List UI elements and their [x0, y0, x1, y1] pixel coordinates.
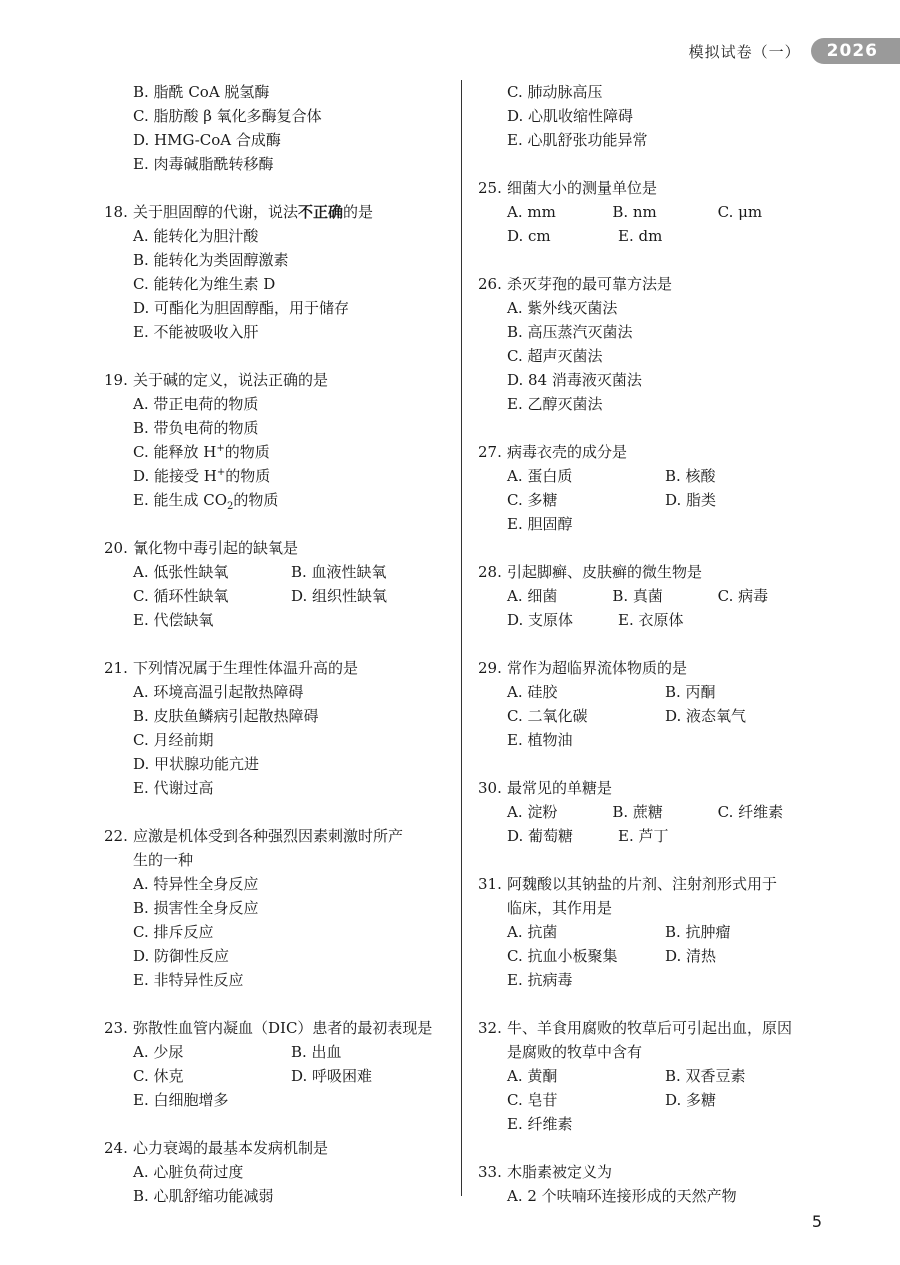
option: A. 蛋白质 [507, 467, 573, 485]
question-number: 29. [478, 659, 502, 677]
question-31 [478, 872, 823, 992]
question-26 [478, 272, 823, 416]
option: B. 带负电荷的物质 [133, 419, 259, 437]
question-24-tail [478, 80, 823, 152]
option: A. 心脏负荷过度 [133, 1163, 244, 1181]
option-text: 的物质 [225, 467, 271, 485]
option-row [478, 608, 823, 632]
question-22 [104, 824, 449, 992]
stem-text: 病毒衣壳的成分是 [507, 443, 628, 461]
option: D. cm [507, 227, 551, 245]
option-row [478, 584, 823, 608]
option: E. 植物油 [507, 731, 573, 749]
option: C. 皂苷 [507, 1091, 558, 1109]
question-20 [104, 536, 449, 632]
question-stem [478, 656, 823, 680]
option-row [478, 1064, 823, 1088]
header-title: 模拟试卷（一） [688, 42, 801, 61]
stem-text: 氰化物中毒引起的缺氧是 [133, 539, 299, 557]
column-divider [461, 80, 462, 1196]
option: D. HMG-CoA 合成酶 [133, 131, 281, 149]
stem-continuation: 生的一种 [133, 851, 194, 869]
question-number: 22. [104, 827, 128, 845]
question-number: 24. [104, 1139, 128, 1157]
option: C. 病毒 [717, 587, 769, 605]
option: E. 代偿缺氧 [133, 611, 214, 629]
question-stem [478, 560, 823, 584]
option-row [104, 1040, 449, 1064]
question-stem [478, 176, 823, 200]
stem-continuation: 是腐败的牧草中含有 [507, 1043, 643, 1061]
option: A. 少尿 [133, 1043, 184, 1061]
stem-text: 关于胆固醇的代谢，说法 [133, 203, 299, 221]
option-row [478, 488, 823, 512]
page-header [689, 37, 900, 65]
option: C. 休克 [133, 1067, 184, 1085]
question-stem [478, 1160, 823, 1184]
option: B. 高压蒸汽灭菌法 [507, 323, 633, 341]
option: A. 抗菌 [507, 923, 558, 941]
stem-text: 应激是机体受到各种强烈因素刺激时所产 [133, 827, 404, 845]
stem-text: 牛、羊食用腐败的牧草后可引起出血，原因 [507, 1019, 793, 1037]
left-column [104, 80, 449, 1208]
option-row [478, 1088, 823, 1112]
option: B. 蔗糖 [612, 803, 663, 821]
stem-continuation: 临床，其作用是 [507, 899, 613, 917]
question-stem [478, 776, 823, 800]
option: D. 84 消毒液灭菌法 [507, 371, 642, 389]
option: E. 乙醇灭菌法 [507, 395, 603, 413]
year-badge: 2026 [811, 38, 900, 64]
option: E. 白细胞增多 [133, 1091, 229, 1109]
option: E. 非特异性反应 [133, 971, 244, 989]
option: B. 损害性全身反应 [133, 899, 259, 917]
option-row [478, 728, 823, 752]
option: D. 液态氧气 [665, 707, 747, 725]
question-25 [478, 176, 823, 248]
question-stem [478, 1016, 823, 1040]
stem-text: 阿魏酸以其钠盐的片剂、注射剂形式用于 [507, 875, 778, 893]
option: C. 抗血小板聚集 [507, 947, 618, 965]
option-row [478, 512, 823, 536]
option: A. 带正电荷的物质 [133, 395, 259, 413]
stem-text: 细菌大小的测量单位是 [507, 179, 658, 197]
option-row [478, 680, 823, 704]
question-number: 23. [104, 1019, 128, 1037]
stem-text: 弥散性血管内凝血（DIC）患者的最初表现是 [133, 1019, 433, 1037]
question-stem [104, 656, 449, 680]
question-stem [104, 200, 449, 224]
question-number: 25. [478, 179, 502, 197]
option: A. 低张性缺氧 [133, 563, 229, 581]
superscript: + [216, 467, 226, 478]
question-stem [104, 368, 449, 392]
option: B. 心肌舒缩功能减弱 [133, 1187, 274, 1205]
option: C. 超声灭菌法 [507, 347, 603, 365]
option: B. 脂酰 CoA 脱氢酶 [133, 83, 270, 101]
stem-text: 的是 [343, 203, 374, 221]
option: E. 衣原体 [618, 611, 684, 629]
option-text: E. 能生成 CO [133, 491, 228, 509]
question-19 [104, 368, 449, 512]
option: C. 排斥反应 [133, 923, 214, 941]
stem-text: 心力衰竭的最基本发病机制是 [133, 1139, 329, 1157]
question-24 [104, 1136, 449, 1208]
question-number: 28. [478, 563, 502, 581]
option: A. 黄酮 [507, 1067, 558, 1085]
question-number: 27. [478, 443, 502, 461]
question-stem [104, 1136, 449, 1160]
option: C. 月经前期 [133, 731, 214, 749]
option-row [104, 608, 449, 632]
option: D. 防御性反应 [133, 947, 230, 965]
stem-text: 引起脚癣、皮肤癣的微生物是 [507, 563, 703, 581]
option: A. 硅胶 [507, 683, 558, 701]
question-number: 31. [478, 875, 502, 893]
question-32 [478, 1016, 823, 1136]
option: E. dm [618, 227, 663, 245]
option: C. 纤维素 [717, 803, 784, 821]
question-stem [478, 872, 823, 896]
question-number: 18. [104, 203, 128, 221]
option: C. 脂肪酸 β 氧化多酶复合体 [133, 107, 322, 125]
option: E. 心肌舒张功能异常 [507, 131, 648, 149]
question-27 [478, 440, 823, 536]
question-21 [104, 656, 449, 800]
option: D. 组织性缺氧 [291, 587, 388, 605]
question-number: 26. [478, 275, 502, 293]
option [104, 464, 449, 488]
option: B. 出血 [291, 1043, 342, 1061]
option-row [478, 920, 823, 944]
option: D. 葡萄糖 [507, 827, 574, 845]
question-28 [478, 560, 823, 632]
stem-text: 下列情况属于生理性体温升高的是 [133, 659, 359, 677]
option-row [104, 584, 449, 608]
option: E. 纤维素 [507, 1115, 573, 1133]
option: B. 能转化为类固醇激素 [133, 251, 289, 269]
option: E. 肉毒碱脂酰转移酶 [133, 155, 274, 173]
question-stem [104, 536, 449, 560]
option-row [478, 824, 823, 848]
question-17-tail [104, 80, 449, 176]
option-row [478, 200, 823, 224]
option-row [104, 1064, 449, 1088]
option: A. 特异性全身反应 [133, 875, 259, 893]
option: E. 芦丁 [618, 827, 669, 845]
option-row [478, 1112, 823, 1136]
stem-text: 最常见的单糖是 [507, 779, 613, 797]
option: C. μm [717, 203, 763, 221]
option: B. 抗肿瘤 [665, 923, 731, 941]
option-row [478, 800, 823, 824]
question-number: 19. [104, 371, 128, 389]
question-number: 30. [478, 779, 502, 797]
option: D. 甲状腺功能亢进 [133, 755, 260, 773]
question-number: 21. [104, 659, 128, 677]
option: A. 紫外线灭菌法 [507, 299, 618, 317]
page-number: 5 [811, 1212, 822, 1231]
question-stem [104, 1016, 449, 1040]
option: B. 双香豆素 [665, 1067, 746, 1085]
question-30 [478, 776, 823, 848]
option: E. 不能被吸收入肝 [133, 323, 259, 341]
option: B. nm [612, 203, 657, 221]
stem-emphasis: 不正确 [298, 203, 344, 221]
option: A. 2 个呋喃环连接形成的天然产物 [507, 1187, 737, 1205]
option: C. 二氧化碳 [507, 707, 588, 725]
option: D. 脂类 [665, 491, 717, 509]
right-column [478, 80, 823, 1208]
option: C. 循环性缺氧 [133, 587, 229, 605]
option: B. 皮肤鱼鳞病引起散热障碍 [133, 707, 319, 725]
question-23 [104, 1016, 449, 1112]
option: A. 能转化为胆汁酸 [133, 227, 259, 245]
option-row [478, 464, 823, 488]
question-number: 33. [478, 1163, 502, 1181]
option: D. 多糖 [665, 1091, 717, 1109]
option: B. 核酸 [665, 467, 716, 485]
question-stem [478, 440, 823, 464]
option: A. 细菌 [507, 587, 558, 605]
option-text: C. 能释放 H [133, 443, 217, 461]
option: D. 可酯化为胆固醇酯，用于储存 [133, 299, 350, 317]
question-18 [104, 200, 449, 344]
option: E. 抗病毒 [507, 971, 573, 989]
option: E. 胆固醇 [507, 515, 573, 533]
option: C. 多糖 [507, 491, 558, 509]
option-row [478, 944, 823, 968]
option-row [104, 560, 449, 584]
question-number: 20. [104, 539, 128, 557]
option: A. mm [507, 203, 556, 221]
stem-text: 杀灭芽孢的最可靠方法是 [507, 275, 673, 293]
option-text: 的物质 [224, 443, 270, 461]
superscript: + [216, 443, 225, 454]
option-row [478, 224, 823, 248]
question-stem [478, 272, 823, 296]
question-stem [104, 824, 449, 848]
option: B. 丙酮 [665, 683, 716, 701]
question-number: 32. [478, 1019, 502, 1037]
option-text: D. 能接受 H [133, 467, 217, 485]
option [104, 488, 449, 512]
option-text: 的物质 [233, 491, 279, 509]
option: E. 代谢过高 [133, 779, 214, 797]
option [104, 440, 449, 464]
option-row [104, 1088, 449, 1112]
option: B. 血液性缺氧 [291, 563, 387, 581]
option-row [478, 968, 823, 992]
question-29 [478, 656, 823, 752]
option: D. 清热 [665, 947, 717, 965]
option: D. 呼吸困难 [291, 1067, 373, 1085]
subscript: 2 [227, 501, 234, 512]
option: D. 心肌收缩性障碍 [507, 107, 634, 125]
option-row [478, 704, 823, 728]
stem-text: 关于碱的定义，说法正确的是 [133, 371, 329, 389]
option: B. 真菌 [612, 587, 663, 605]
option: A. 环境高温引起散热障碍 [133, 683, 304, 701]
option: D. 支原体 [507, 611, 574, 629]
option: C. 能转化为维生素 D [133, 275, 276, 293]
option: A. 淀粉 [507, 803, 558, 821]
option: C. 肺动脉高压 [507, 83, 603, 101]
stem-text: 常作为超临界流体物质的是 [507, 659, 688, 677]
question-33 [478, 1160, 823, 1208]
stem-text: 木脂素被定义为 [507, 1163, 613, 1181]
